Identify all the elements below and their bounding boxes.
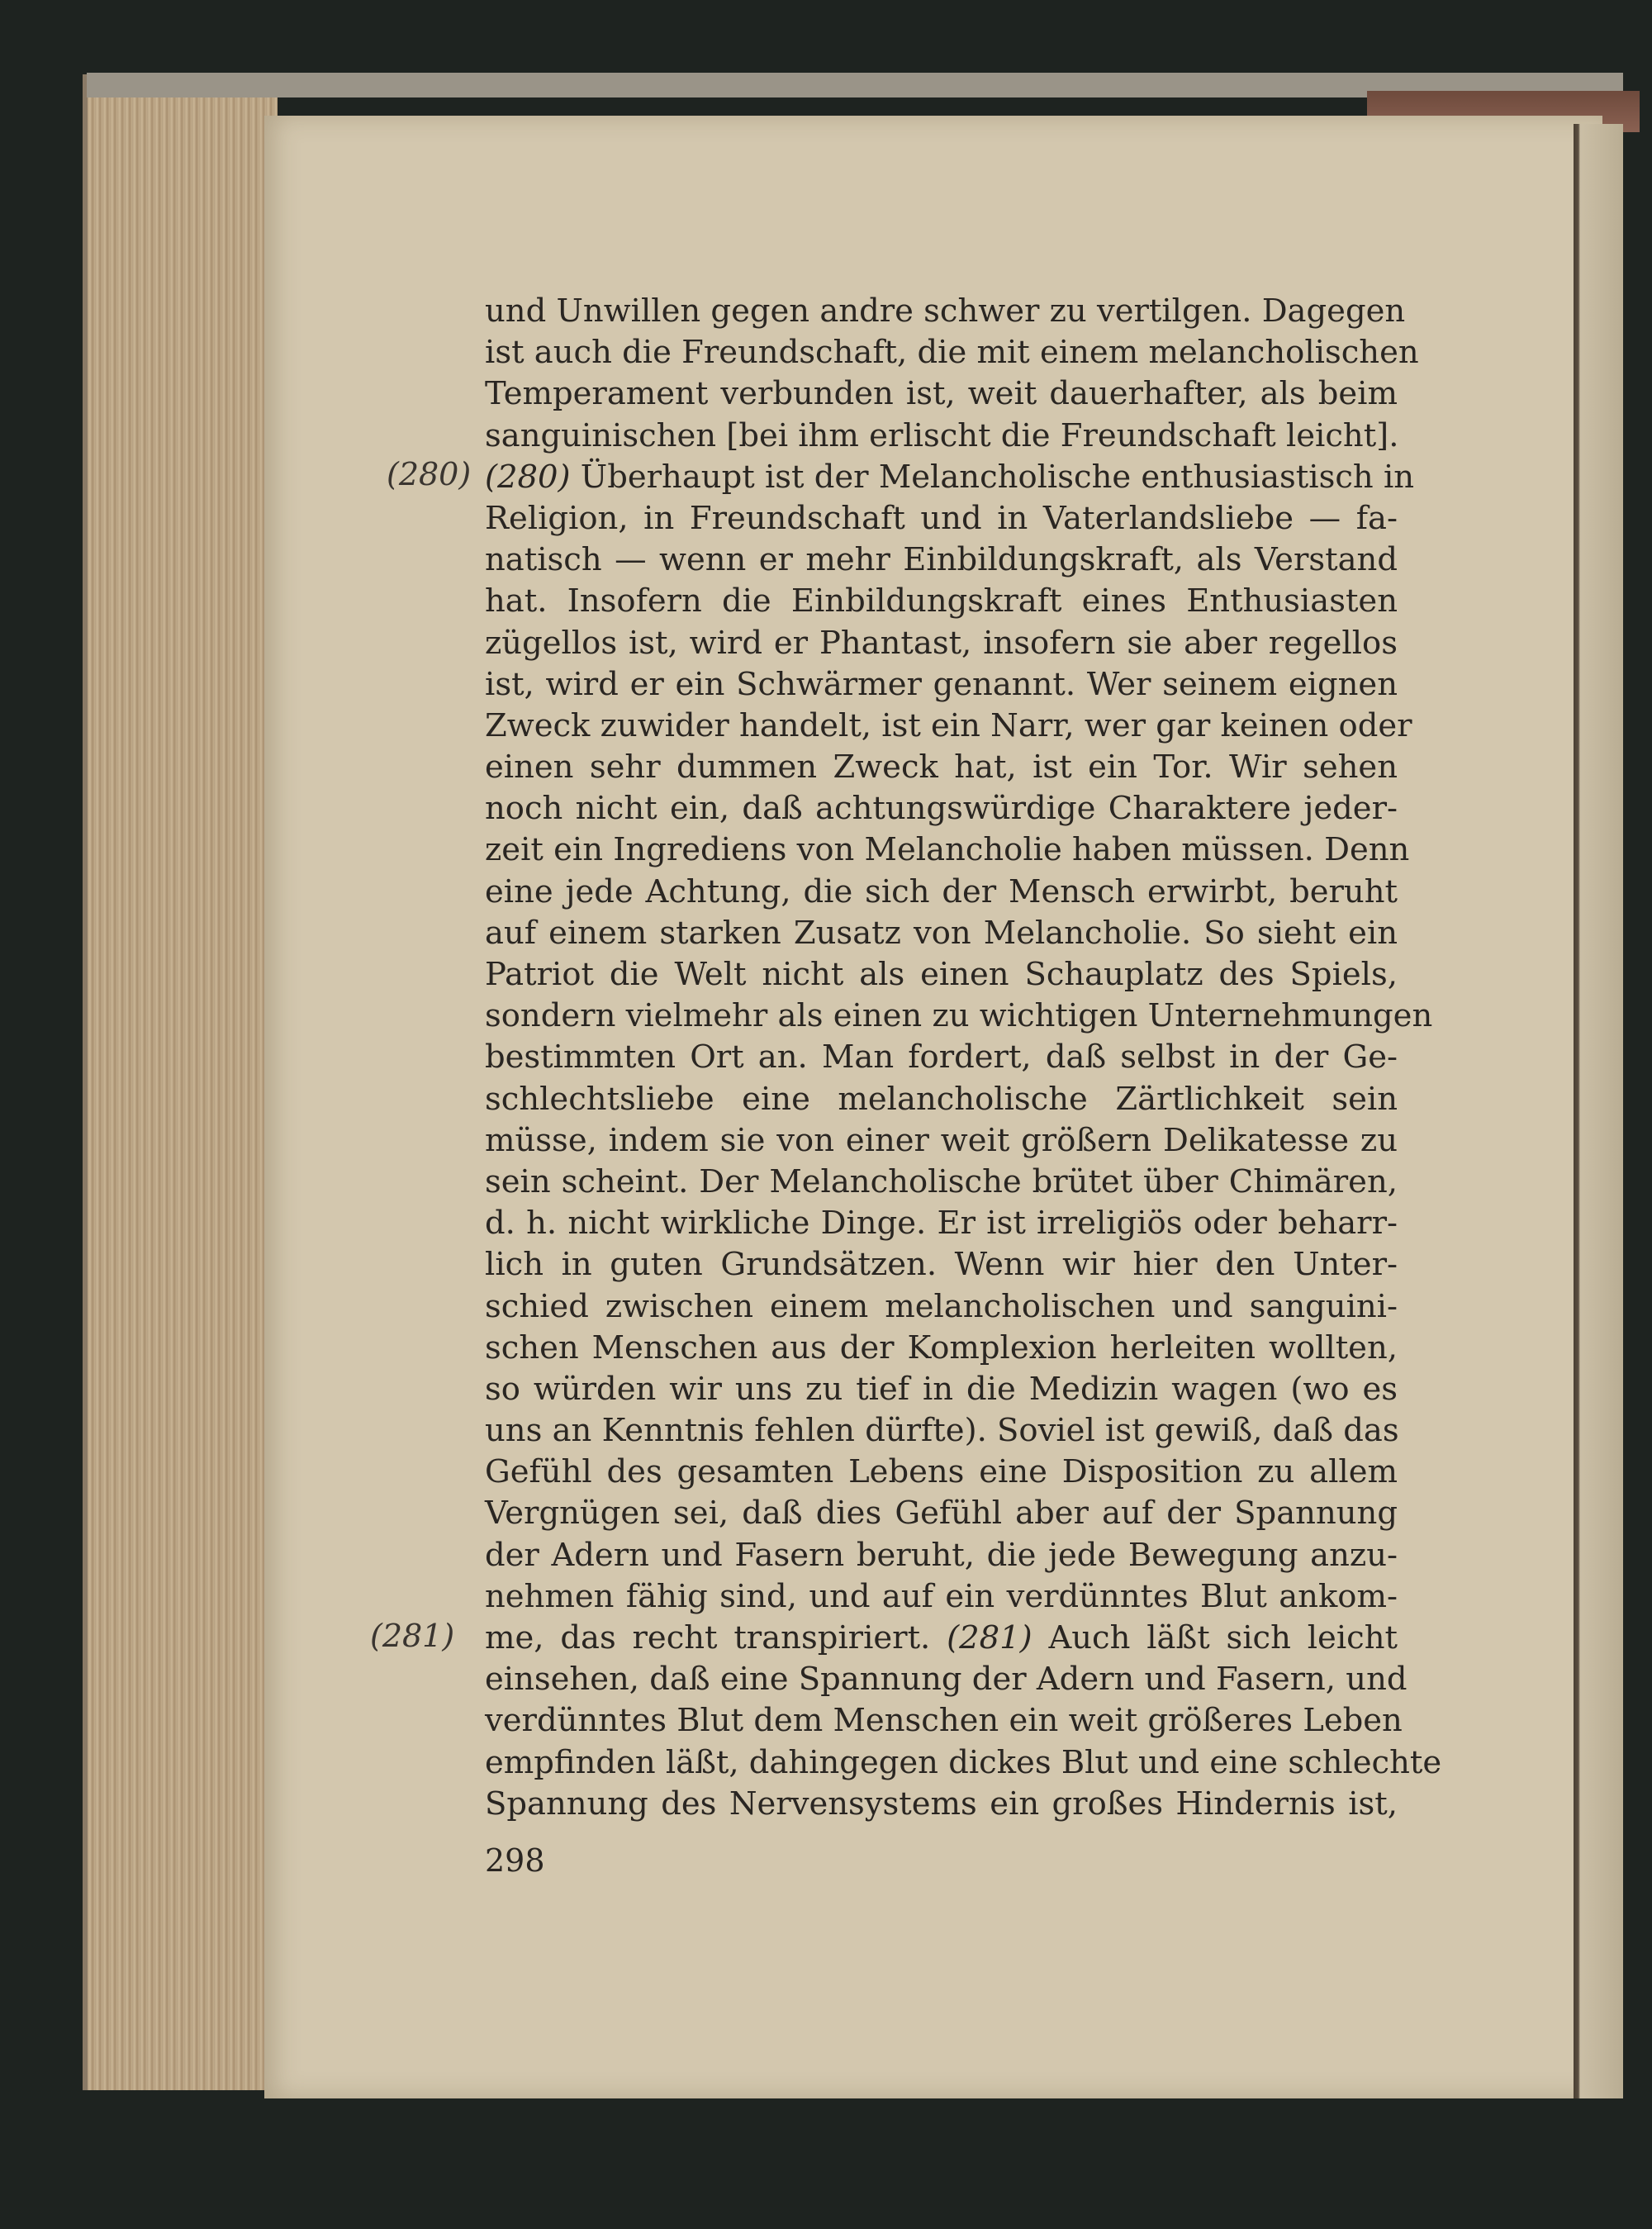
text-line: schied zwischen einem melancholischen und sanguini- bbox=[485, 1287, 1398, 1325]
text-line: me, das recht transpiriert. (281) Auch läßt sich leicht bbox=[485, 1619, 1398, 1656]
text-line: ist auch die Freundschaft, die mit einem melancholischen bbox=[485, 334, 1419, 372]
text-line: zeit ein Ingrediens von Melancholie haben müssen. Denn bbox=[485, 831, 1410, 869]
text-line: verdünntes Blut dem Menschen ein weit größeres Leben bbox=[485, 1702, 1403, 1740]
text-line: eine jede Achtung, die sich der Mensch erwirbt, beruht bbox=[485, 872, 1398, 910]
text-line: Patriot die Welt nicht als einen Schauplatz des Spiels, bbox=[485, 956, 1398, 993]
page-number: 298 bbox=[485, 1842, 545, 1879]
text-line: hat. Insofern die Einbildungskraft eines Enthusiasten bbox=[485, 582, 1398, 620]
text-line: ist, wird er ein Schwärmer genannt. Wer seinem eignen bbox=[485, 665, 1398, 703]
text-line: bestimmten Ort an. Man fordert, daß selbst in der Ge- bbox=[485, 1038, 1398, 1076]
text-line: empfinden läßt, dahingegen dickes Blut und eine schlechte bbox=[485, 1743, 1442, 1781]
text-line: Vergnügen sei, daß dies Gefühl aber auf der Spannung bbox=[485, 1495, 1398, 1533]
text-line: sanguinischen [bei ihm erlischt die Freundschaft leicht]. bbox=[485, 416, 1399, 454]
text-line: natisch — wenn er mehr Einbildungskraft, als Verstand bbox=[485, 541, 1398, 579]
text-line: der Adern und Fasern beruht, die jede Bewegung anzu- bbox=[485, 1536, 1398, 1574]
body-text bbox=[485, 291, 1442, 1825]
book-page-edges bbox=[83, 74, 278, 2090]
inline-marker-281: (281) bbox=[947, 1619, 1032, 1656]
inline-marker-280: (280) bbox=[485, 458, 571, 496]
text-line: noch nicht ein, daß achtungswürdige Charaktere jeder- bbox=[485, 790, 1398, 828]
text-line: sondern vielmehr als einen zu wichtigen Unternehmungen bbox=[485, 997, 1433, 1035]
text-line: auf einem starken Zusatz von Melancholie. So sieht ein bbox=[485, 914, 1398, 952]
text-line: einsehen, daß eine Spannung der Adern und Fasern, und bbox=[485, 1661, 1408, 1699]
page-gutter-edge bbox=[1574, 124, 1623, 2098]
text-line: und Unwillen gegen andre schwer zu vertilgen. Dagegen bbox=[485, 292, 1406, 330]
text-line: Temperament verbunden ist, weit dauerhafter, als beim bbox=[485, 375, 1398, 413]
text-line: nehmen fähig sind, und auf ein verdünntes Blut ankom- bbox=[485, 1577, 1398, 1615]
text-line: so würden wir uns zu tief in die Medizin wagen (wo es bbox=[485, 1370, 1398, 1408]
text-line: einen sehr dummen Zweck hat, ist ein Tor. Wir sehen bbox=[485, 749, 1398, 787]
text-line: Spannung des Nervensystems ein großes Hindernis ist, bbox=[485, 1785, 1398, 1823]
text-line: müsse, indem sie von einer weit größern Delikatesse zu bbox=[485, 1121, 1398, 1159]
text-line: Gefühl des gesamten Lebens eine Disposition zu allem bbox=[485, 1453, 1398, 1491]
text-line: lich in guten Grundsätzen. Wenn wir hier den Unter- bbox=[485, 1246, 1398, 1284]
text-line: schlechtsliebe eine melancholische Zärtlichkeit sein bbox=[485, 1080, 1398, 1118]
text-line: Zweck zuwider handelt, ist ein Narr, wer gar keinen oder bbox=[485, 706, 1412, 744]
text-line: d. h. nicht wirkliche Dinge. Er ist irreligiös oder beharr- bbox=[485, 1205, 1398, 1243]
text-line: (280) Überhaupt ist der Melancholische enthusiastisch in bbox=[485, 458, 1415, 496]
text-line: schen Menschen aus der Komplexion herleiten wollten, bbox=[485, 1328, 1398, 1366]
margin-note-281: (281) bbox=[370, 1618, 455, 1654]
text-line: zügellos ist, wird er Phantast, insofern sie aber regellos bbox=[485, 624, 1398, 662]
margin-note-280: (280) bbox=[387, 456, 472, 492]
text-line: sein scheint. Der Melancholische brütet über Chimären, bbox=[485, 1162, 1398, 1200]
text-line: Religion, in Freundschaft und in Vaterlandsliebe — fa- bbox=[485, 499, 1398, 537]
text-line: uns an Kenntnis fehlen dürfte). Soviel ist gewiß, daß das bbox=[485, 1412, 1399, 1450]
